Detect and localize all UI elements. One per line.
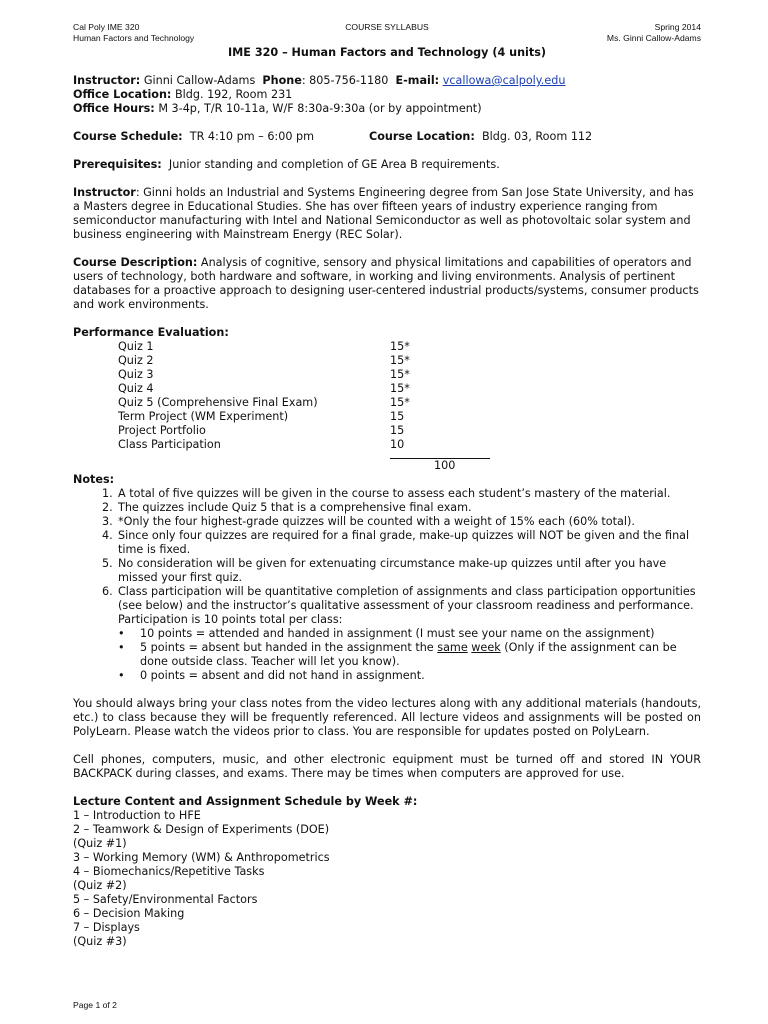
header-doc-type: COURSE SYLLABUS bbox=[345, 22, 429, 32]
schedule-label: Course Schedule: bbox=[73, 130, 183, 143]
bullet-icon: • bbox=[118, 669, 125, 682]
list-item: 3 – Working Memory (WM) & Anthropometrics bbox=[73, 851, 330, 864]
header-course-name: Human Factors and Technology bbox=[73, 33, 195, 43]
location-label: Course Location: bbox=[369, 130, 475, 143]
eval-row: Class Participation 10 bbox=[118, 438, 405, 451]
prereq-label: Prerequisites: bbox=[73, 158, 162, 171]
header-course: Cal Poly IME 320 bbox=[73, 22, 140, 32]
email-link[interactable]: vcallowa@calpoly.edu bbox=[442, 74, 566, 87]
prerequisites bbox=[73, 158, 701, 172]
schedule-line bbox=[73, 130, 701, 144]
notes-heading: Notes: bbox=[73, 473, 115, 486]
description-text: Analysis of cognitive, sensory and physical limitations and capabilities of operators and users of technology, both hardware and software, in working and living environments. Analysis of pertinent databases for a proactive approach to designing user-centered industrial products/systems, consumer products and work environments. bbox=[73, 256, 699, 311]
list-item: 4 – Biomechanics/Repetitive Tasks bbox=[73, 865, 265, 878]
list-item: 6 – Decision Making bbox=[73, 907, 185, 920]
bio-text: : Ginni holds an Industrial and Systems Engineering degree from San Jose State University, and has a Masters degree in Educational Studies. She has over fifteen years of industry experience ranging from semiconductor manufacturing with Intel and National Semiconductor as well as photovoltaic solar system and business engineering with Mainstream Energy (REC Solar). bbox=[73, 186, 694, 241]
list-item: 5. No consideration will be given for extenuating circumstance make-up quizzes until after you have missed your first quiz. bbox=[102, 557, 667, 584]
notes-list bbox=[73, 487, 701, 683]
class-notes-paragraph: You should always bring your class notes from the video lectures along with any additional materials (handouts, etc.) to class because they will be frequently referenced. All lecture videos and assignments will be posted on PolyLearn. Please watch the videos prior to class. You are responsible for updates posted on PolyLearn. bbox=[73, 697, 701, 738]
description-label: Course Description: bbox=[73, 256, 198, 269]
course-description bbox=[73, 256, 701, 312]
list-item: 1 – Introduction to HFE bbox=[73, 809, 201, 822]
electronics-paragraph: Cell phones, computers, music, and other electronic equipment must be turned off and stored IN YOUR BACKPACK during classes, and exams. There may be times when computers are approved for use. bbox=[73, 753, 701, 780]
phone-value: : 805-756-1180 bbox=[301, 74, 389, 87]
prereq-value: Junior standing and completion of GE Area B requirements. bbox=[168, 158, 500, 171]
list-item: 6. Class participation will be quantitative completion of assignments and class participation opportunities (see below) and the instructor’s qualitative assessment of your classroom readiness and performance. Participation is 10 points total per class: • 10 points = attended and handed in assignment (I must see your name on the assignment) • 5 points = absent but handed in the assignment the same week (Only if the assignment can be done outside class. Teacher will let you know). • 0 points = absent and did not hand in assignment. bbox=[73, 585, 701, 683]
page-number: Page 1 of 2 bbox=[73, 1000, 117, 1010]
list-item: 2 – Teamwork & Design of Experiments (DOE) bbox=[73, 823, 330, 836]
bullet-icon: • bbox=[118, 641, 125, 654]
list-item: 5 – Safety/Environmental Factors bbox=[73, 893, 258, 906]
eval-row: Project Portfolio 15 bbox=[118, 424, 405, 437]
list-item: 3. *Only the four highest-grade quizzes will be counted with a weight of 15% each (60% total). bbox=[102, 515, 635, 528]
email-label: E-mail: bbox=[395, 74, 440, 87]
eval-row: Quiz 3 15* bbox=[118, 368, 410, 381]
bullet-icon: • bbox=[118, 627, 125, 640]
phone-label: Phone bbox=[262, 74, 302, 87]
eval-row: Quiz 2 15* bbox=[118, 354, 410, 367]
page-header bbox=[73, 22, 701, 44]
instructor-label: Instructor: bbox=[73, 74, 141, 87]
eval-row: Quiz 4 15* bbox=[118, 382, 410, 395]
syllabus-page bbox=[73, 22, 701, 949]
page-title: IME 320 – Human Factors and Technology (4 units) bbox=[227, 46, 547, 59]
list-item: (Quiz #1) bbox=[73, 837, 127, 850]
evaluation-total: 100 bbox=[434, 459, 456, 472]
list-item: (Quiz #3) bbox=[73, 935, 127, 948]
office-line bbox=[73, 88, 701, 102]
lecture-schedule-heading: Lecture Content and Assignment Schedule by Week #: bbox=[73, 795, 418, 808]
hours-label: Office Hours: bbox=[73, 102, 155, 115]
office-value: Bldg. 192, Room 231 bbox=[174, 88, 293, 101]
location-value: Bldg. 03, Room 112 bbox=[481, 130, 593, 143]
evaluation-heading: Performance Evaluation: bbox=[73, 326, 229, 339]
evaluation-table bbox=[118, 340, 701, 473]
instructor-name: Ginni Callow-Adams bbox=[143, 74, 256, 87]
header-term: Spring 2014 bbox=[654, 22, 701, 32]
instructor-line bbox=[73, 74, 701, 88]
lecture-schedule-list bbox=[73, 809, 701, 949]
bullet-item: • 5 points = absent but handed in the assignment the same week (Only if the assignment can be done outside class. Teacher will let you know). bbox=[118, 641, 677, 668]
eval-row: Quiz 5 (Comprehensive Final Exam) 15* bbox=[118, 396, 410, 409]
schedule-value: TR 4:10 pm – 6:00 pm bbox=[189, 130, 314, 143]
office-label: Office Location: bbox=[73, 88, 172, 101]
header-instructor: Ms. Ginni Callow-Adams bbox=[606, 33, 701, 43]
bullet-item: • 10 points = attended and handed in assignment (I must see your name on the assignment) bbox=[118, 627, 655, 640]
list-item: 4. Since only four quizzes are required for a final grade, make-up quizzes will NOT be given and the final time is fixed. bbox=[102, 529, 690, 556]
hours-line bbox=[73, 102, 701, 116]
eval-row: Term Project (WM Experiment) 15 bbox=[118, 410, 405, 423]
list-item: 7 – Displays bbox=[73, 921, 140, 934]
eval-row: Quiz 1 15* bbox=[118, 340, 410, 353]
instructor-bio bbox=[73, 186, 701, 242]
bullet-item: • 0 points = absent and did not hand in assignment. bbox=[118, 669, 425, 682]
hours-value: M 3-4p, T/R 10-11a, W/F 8:30a-9:30a (or by appointment) bbox=[158, 102, 482, 115]
list-item: 1. A total of five quizzes will be given in the course to assess each student’s mastery of the material. bbox=[102, 487, 671, 500]
bio-label: Instructor bbox=[73, 186, 136, 199]
list-item: (Quiz #2) bbox=[73, 879, 127, 892]
list-item: 2. The quizzes include Quiz 5 that is a comprehensive final exam. bbox=[102, 501, 472, 514]
